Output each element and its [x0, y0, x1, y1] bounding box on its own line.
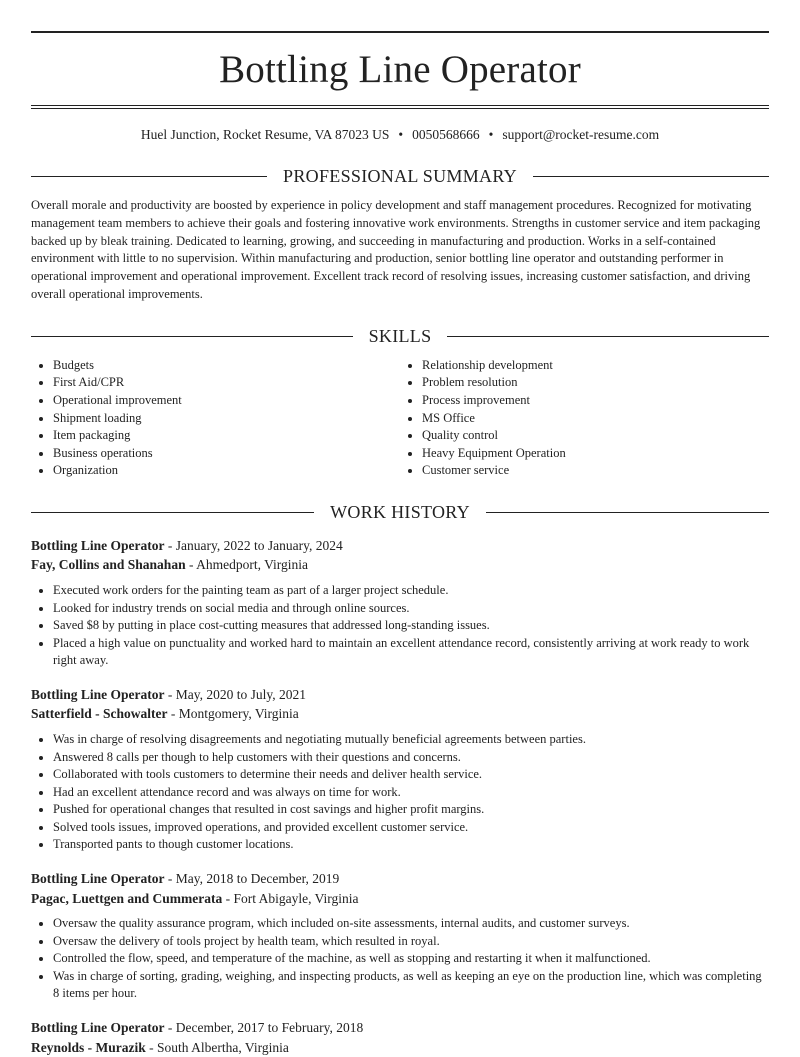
job-bullet: • Answered 8 calls per though to help customers with their questions and concerns. — [53, 749, 769, 767]
job-company: Pagac, Luettgen and Cummerata — [31, 890, 223, 906]
skill-item: • Quality control — [422, 427, 769, 445]
contact-phone: 0050568666 — [412, 127, 480, 142]
skill-item: • Problem resolution — [422, 374, 769, 392]
job-title-line: Bottling Line Operator - January, 2022 to January, 2024 — [31, 537, 343, 553]
job-title: Bottling Line Operator — [31, 537, 165, 553]
job-bullets — [31, 731, 769, 854]
skill-item: • Shipment loading — [53, 410, 400, 428]
job-dates: January, 2022 to January, 2024 — [175, 537, 343, 553]
work-history-heading — [31, 502, 769, 523]
job-bullets — [31, 915, 769, 1003]
contact-address: Huel Junction, Rocket Resume, VA 87023 US — [140, 127, 390, 142]
skill-item: • Customer service — [422, 462, 769, 480]
job-title-line: Bottling Line Operator - May, 2020 to July, 2021 — [31, 686, 306, 702]
contact-email: support@rocket-resume.com — [502, 127, 660, 142]
job-bullet: • Solved tools issues, improved operations, and provided excellent customer service. — [53, 819, 769, 837]
job-location: Fort Abigayle, Virginia — [233, 890, 359, 906]
job-company-line: Fay, Collins and Shanahan - Ahmedport, Virginia — [31, 557, 309, 573]
skill-item: • Organization — [53, 462, 400, 480]
job-bullet: • Was in charge of resolving disagreements and negotiating mutually beneficial agreements between parties. — [53, 731, 769, 749]
heading-rule — [31, 512, 314, 513]
heading-rule — [486, 512, 769, 513]
job-bullet: • Saved $8 by putting in place cost-cutting measures that addressed long-standing issues. — [53, 617, 769, 635]
summary-heading — [31, 166, 769, 187]
job-company-line: Reynolds - Murazik - South Albertha, Virginia — [31, 1039, 289, 1055]
work-history-heading-label: WORK HISTORY — [330, 501, 470, 522]
skill-item: • Item packaging — [53, 427, 400, 445]
skills-column-right — [400, 357, 769, 480]
top-rule — [31, 31, 769, 33]
summary-text: Overall morale and productivity are boosted by experience in policy development and staff management procedures. Recognized for motivating management team members to achieve their goals and fostering innovative work environments. Strengths in customer service and item packaging backed up by bleak training. Dedicated to learning, growing, and succeeding in manufacturing and production. Works in a self-contained environment with little to no supervision. Within manufacturing and production, senior bottling line operator and outstanding performer in operational improvement and operational improvement. Excellent track record of resolving issues, increasing customer satisfaction, and driving overall operational improvements. — [31, 198, 761, 301]
job-bullet: • Looked for industry trends on social media and through online sources. — [53, 600, 769, 618]
job-bullet: • Pushed for operational changes that resulted in cost savings and higher profit margins. — [53, 801, 769, 819]
job-dates: December, 2017 to February, 2018 — [175, 1020, 364, 1036]
job-bullet: • Had an excellent attendance record and was always on time for work. — [53, 784, 769, 802]
job-entry — [31, 1018, 769, 1057]
skill-item: • Budgets — [53, 357, 400, 375]
job-bullet: • Controlled the flow, speed, and temperature of the machine, as well as stopping and restarting it when it malfunctioned. — [53, 950, 769, 968]
job-bullet: • Collaborated with tools customers to determine their needs and deliver health service. — [53, 766, 769, 784]
job-bullet: • Was in charge of sorting, grading, weighing, and inspecting products, as well as keeping an eye on the production line, which was completing 8 items per hour. — [53, 968, 769, 1003]
job-location: South Albertha, Virginia — [157, 1039, 289, 1055]
job-entry — [31, 685, 769, 854]
job-title: Bottling Line Operator — [31, 686, 165, 702]
job-title: Bottling Line Operator — [31, 1020, 165, 1036]
contact-separator: • — [398, 127, 404, 142]
job-location: Montgomery, Virginia — [178, 706, 299, 722]
job-title-line: Bottling Line Operator - December, 2017 to February, 2018 — [31, 1020, 364, 1036]
job-company: Satterfield - Schowalter — [31, 706, 168, 722]
skill-item: • Business operations — [53, 445, 400, 463]
skill-item: • Relationship development — [422, 357, 769, 375]
job-bullet: • Executed work orders for the painting team as part of a larger project schedule. — [53, 582, 769, 600]
job-bullet: • Oversaw the delivery of tools project by health team, which resulted in royal. — [53, 933, 769, 951]
job-dates: May, 2020 to July, 2021 — [175, 686, 306, 702]
job-bullet: • Oversaw the quality assurance program, which included on-site assessments, internal audits, and customer surveys. — [53, 915, 769, 933]
job-dates: May, 2018 to December, 2019 — [175, 871, 340, 887]
skill-item: • First Aid/CPR — [53, 374, 400, 392]
contact-line — [31, 126, 769, 144]
skills-column-left — [31, 357, 400, 480]
resume-title: Bottling Line Operator — [219, 48, 581, 91]
heading-rule — [31, 336, 353, 337]
job-company-line: Pagac, Luettgen and Cummerata - Fort Abigayle, Virginia — [31, 890, 359, 906]
job-title: Bottling Line Operator — [31, 871, 165, 887]
heading-rule — [447, 336, 769, 337]
skill-item: • Process improvement — [422, 392, 769, 410]
job-entry — [31, 869, 769, 1003]
skills-heading — [31, 326, 769, 347]
summary-heading-label: PROFESSIONAL SUMMARY — [283, 166, 517, 186]
job-location: Ahmedport, Virginia — [196, 557, 309, 573]
contact-separator: • — [488, 127, 494, 142]
job-bullets — [31, 582, 769, 670]
skill-item: • Heavy Equipment Operation — [422, 445, 769, 463]
skill-item: • MS Office — [422, 410, 769, 428]
job-company: Fay, Collins and Shanahan — [31, 557, 186, 573]
skills-list — [31, 357, 769, 480]
job-title-line: Bottling Line Operator - May, 2018 to December, 2019 — [31, 871, 340, 887]
job-company: Reynolds - Murazik — [31, 1039, 146, 1055]
job-entry — [31, 536, 769, 670]
job-company-line: Satterfield - Schowalter - Montgomery, Virginia — [31, 706, 299, 722]
heading-rule — [31, 176, 267, 177]
skill-item: • Operational improvement — [53, 392, 400, 410]
job-bullet: • Placed a high value on punctuality and worked hard to maintain an excellent attendance record, consistently arriving at work ready to work right away. — [53, 635, 769, 670]
resume-page — [31, 0, 769, 1057]
skills-heading-label: SKILLS — [368, 325, 432, 346]
job-bullet: • Transported pants to though customer locations. — [53, 836, 769, 854]
heading-rule — [533, 176, 769, 177]
title-double-rule — [31, 105, 769, 109]
